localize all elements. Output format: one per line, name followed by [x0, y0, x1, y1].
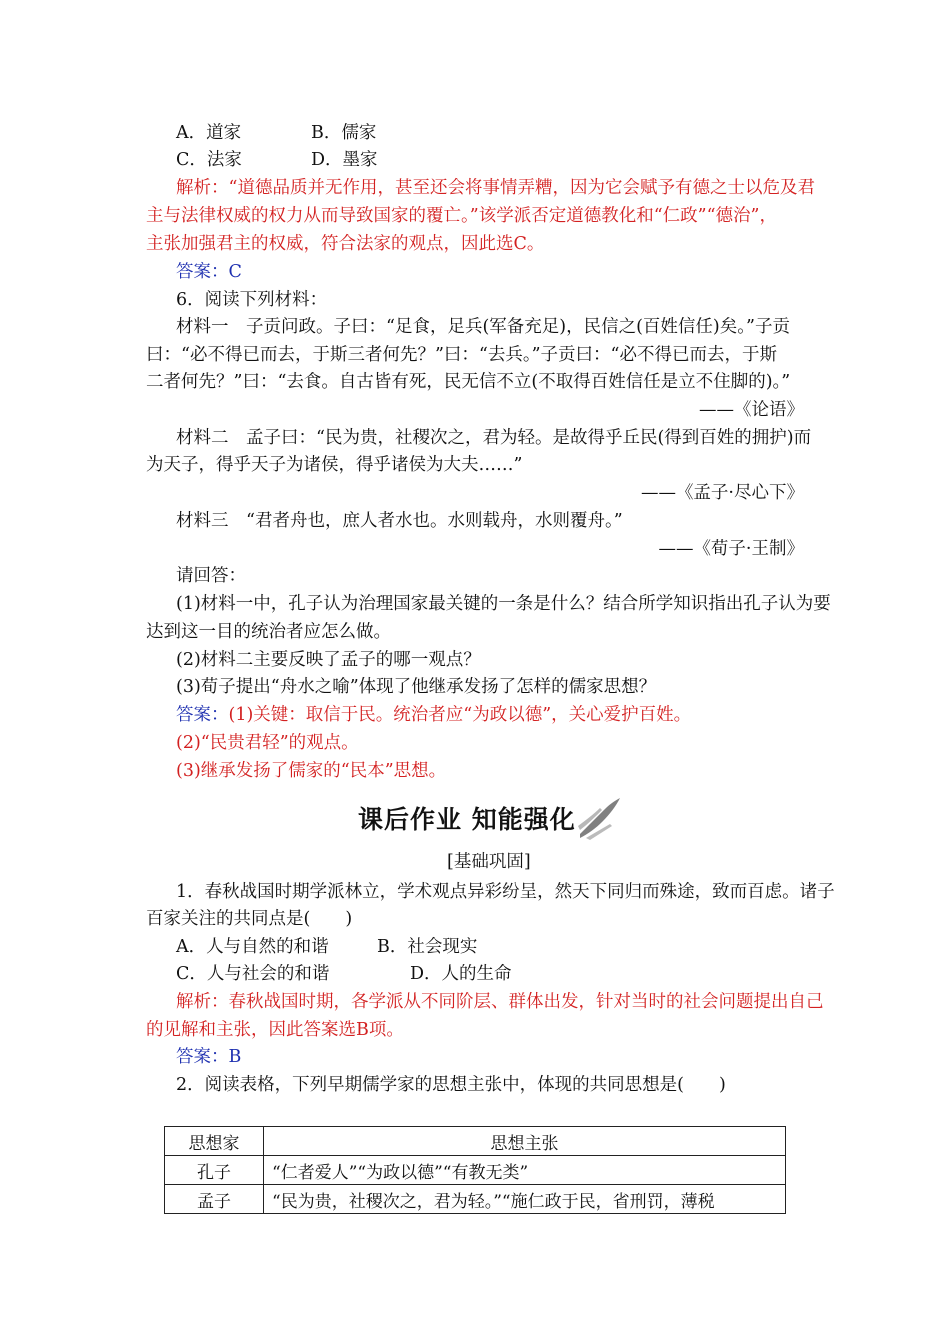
material-line: 二者何先？”曰：“去食。自古皆有死，民无信不立(不取得百姓信任是立不住脚的)。”	[146, 372, 791, 392]
answer-text: (3)继承发扬了儒家的“民本”思想。	[176, 761, 447, 781]
question-stem: 百家关注的共同点是( )	[146, 909, 353, 929]
question-prompt: 请回答：	[176, 566, 246, 586]
answer-line: 答案：C	[176, 262, 242, 282]
material-source: ——《孟子·尽心下》	[640, 483, 804, 503]
table-header-row	[165, 1127, 786, 1156]
brush-stroke-icon	[576, 796, 624, 840]
section-banner	[354, 796, 626, 840]
analysis-line: 解析：“道德品质并无作用，甚至还会将事情弄糟，因为它会赋予有德之士以危及君	[176, 178, 815, 198]
table-row	[165, 1185, 786, 1214]
answer-text: (1)关键：取信于民。统治者应“为政以德”，关心爱护百姓。	[228, 705, 692, 725]
question-stem: 6．阅读下列材料：	[176, 290, 328, 310]
material-source: ——《论语》	[699, 400, 804, 420]
table-cell: “仁者爱人”“为政以德”“有教无类”	[264, 1156, 786, 1185]
analysis-line: 解析：春秋战国时期，各学派从不同阶层、群体出发，针对当时的社会问题提出自己	[176, 992, 824, 1012]
option-b: B．社会现实	[377, 937, 478, 957]
table-header: 思想家	[165, 1127, 264, 1156]
material-line: 曰：“必不得已而去，于斯三者何先？”曰：“去兵。”子贡曰：“必不得已而去，于斯	[146, 345, 777, 365]
answer-text: (2)“民贵君轻”的观点。	[176, 733, 359, 753]
sub-question: (2)材料二主要反映了孟子的哪一观点？	[176, 650, 481, 670]
table-cell: 孔子	[165, 1156, 264, 1185]
table-cell: “民为贵，社稷次之，君为轻。”“施仁政于民，省刑罚，薄税	[264, 1185, 786, 1214]
thinkers-table	[164, 1126, 786, 1214]
banner-title: 课后作业 知能强化	[358, 805, 576, 834]
question-stem: 1．春秋战国时期学派林立，学术观点异彩纷呈，然天下同归而殊途，致而百虑。诸子	[176, 882, 835, 902]
table-row	[165, 1156, 786, 1185]
sub-question: (1)材料一中，孔子认为治理国家最关键的一条是什么？结合所学知识指出孔子认为要	[176, 594, 831, 614]
analysis-line: 主张加强君主的权威，符合法家的观点，因此选C。	[146, 234, 545, 254]
question-stem: 2．阅读表格，下列早期儒学家的思想主张中，体现的共同思想是( )	[176, 1075, 726, 1095]
option-d: D．人的生命	[410, 964, 512, 984]
answer-line: 答案：B	[176, 1047, 242, 1067]
material-line: 材料三 “君者舟也，庶人者水也。水则载舟，水则覆舟。”	[176, 511, 623, 531]
answer-line	[176, 703, 691, 727]
option-c: C．人与社会的和谐	[176, 964, 330, 984]
sub-question: 达到这一目的统治者应怎么做。	[146, 622, 391, 642]
material-line: 为天子，得乎天子为诸侯，得乎诸侯为大夫……”	[146, 455, 523, 475]
option-b: B．儒家	[311, 123, 377, 143]
material-source: ——《荀子·王制》	[658, 539, 804, 559]
table-header: 思想主张	[264, 1127, 786, 1156]
table-cell: 孟子	[165, 1185, 264, 1214]
analysis-line: 主与法律权威的权力从而导致国家的覆亡。”该学派否定道德教化和“仁政”“德治”，	[146, 206, 777, 226]
answer-label: 答案：	[176, 705, 229, 725]
material-line: 材料一 子贡问政。子曰：“足食，足兵(军备充足)，民信之(百姓信任)矣。”子贡	[176, 317, 790, 337]
analysis-line: 的见解和主张，因此答案选B项。	[146, 1020, 404, 1040]
option-a: A．人与自然的和谐	[176, 937, 329, 957]
option-d: D．墨家	[311, 150, 378, 170]
option-a: A．道家	[176, 123, 242, 143]
option-c: C．法家	[176, 150, 242, 170]
section-label: [基础巩固]	[447, 852, 531, 872]
sub-question: (3)荀子提出“舟水之喻”体现了他继承发扬了怎样的儒家思想？	[176, 677, 657, 697]
material-line: 材料二 孟子曰：“民为贵，社稷次之，君为轻。是故得乎丘民(得到百姓的拥护)而	[176, 428, 812, 448]
